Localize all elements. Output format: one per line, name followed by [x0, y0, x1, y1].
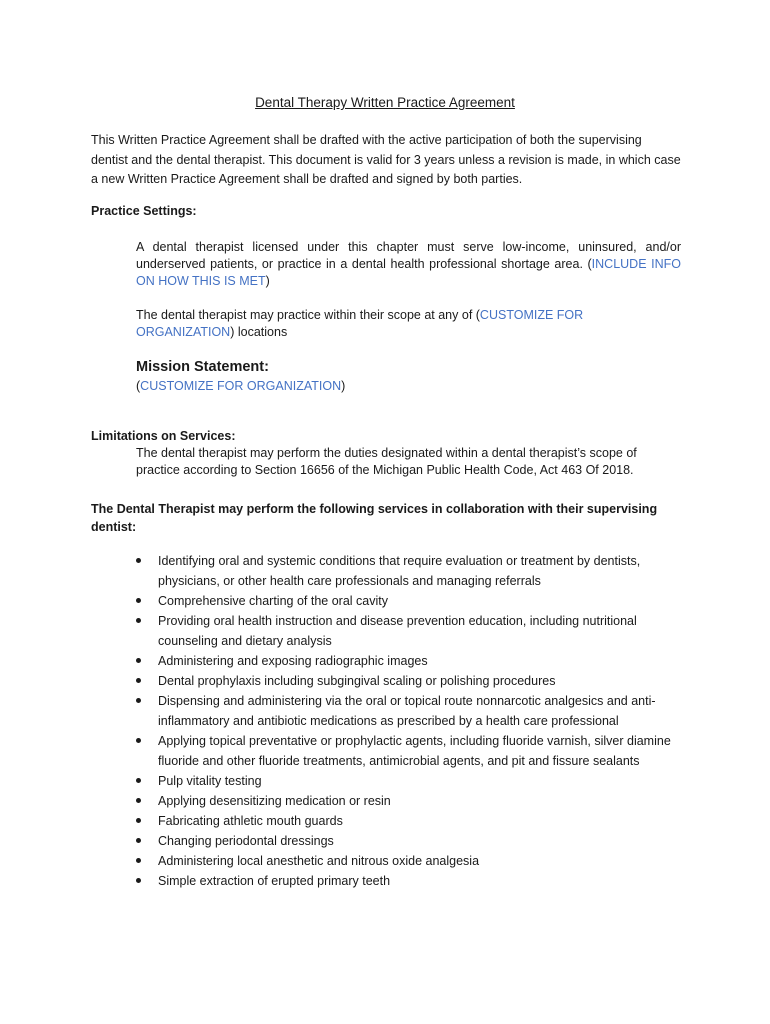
limitations-paragraph: The dental therapist may perform the duties designated within a dental therapist’s scope of practice according to Section 16656 of the Michigan Public Health Code, Act 463 Of 2018.: [136, 446, 637, 477]
practice-settings-label: Practice Settings:: [91, 204, 197, 218]
practice-settings-close-1: ): [265, 274, 270, 288]
services-heading: The Dental Therapist may perform the following services in collaboration with their supervising dentist:: [91, 502, 658, 534]
service-item: [136, 871, 681, 891]
bullet-icon: [136, 858, 141, 863]
limitations-label: Limitations on Services:: [91, 429, 236, 443]
service-item: [136, 771, 681, 791]
bullet-icon: [136, 798, 141, 803]
service-item-text: Applying desensitizing medication or resin: [158, 794, 391, 808]
practice-settings-text-2: The dental therapist may practice within their scope at any of (: [136, 308, 480, 322]
mission-open-paren: (: [136, 379, 141, 393]
service-item: [136, 591, 681, 611]
service-item-text: Administering and exposing radiographic images: [158, 654, 428, 668]
services-list: [136, 551, 681, 891]
mission-close-paren: ): [341, 379, 346, 393]
service-item-text: Dispensing and administering via the oral or topical route nonnarcotic analgesics and anti-inflammatory and antibiotic medications as prescribed by a health care professional: [158, 694, 656, 728]
bullet-icon: [136, 738, 141, 743]
bullet-icon: [136, 658, 141, 663]
service-item: [136, 731, 681, 771]
service-item-text: Applying topical preventative or prophylactic agents, including fluoride varnish, silver diamine fluoride and other fluoride treatments, antimicrobial agents, and pit and fissure sealants: [158, 734, 671, 768]
customize-organization-link-locations[interactable]: CUSTOMIZE FOR ORGANIZATION: [136, 308, 584, 339]
service-item: [136, 691, 681, 731]
service-item-text: Dental prophylaxis including subgingival scaling or polishing procedures: [158, 674, 556, 688]
bullet-icon: [136, 618, 141, 623]
service-item-text: Identifying oral and systemic conditions that require evaluation or treatment by dentists, physicians, or other health care professionals and managing referrals: [158, 554, 641, 588]
service-item-text: Changing periodontal dressings: [158, 834, 334, 848]
service-item: [136, 791, 681, 811]
include-info-link[interactable]: INCLUDE INFO ON HOW THIS IS MET: [136, 257, 681, 288]
practice-settings-paragraph-1: [136, 239, 681, 290]
service-item: [136, 851, 681, 871]
bullet-icon: [136, 598, 141, 603]
service-item: [136, 671, 681, 691]
bullet-icon: [136, 838, 141, 843]
bullet-icon: [136, 558, 141, 563]
service-item: [136, 811, 681, 831]
service-item-text: Comprehensive charting of the oral cavity: [158, 594, 388, 608]
bullet-icon: [136, 678, 141, 683]
mission-statement-body: [136, 378, 681, 395]
bullet-icon: [136, 698, 141, 703]
practice-settings-paragraph-2: [136, 307, 681, 341]
mission-statement-heading: Mission Statement:: [136, 359, 269, 375]
service-item-text: Pulp vitality testing: [158, 774, 262, 788]
bullet-icon: [136, 818, 141, 823]
service-item-text: Simple extraction of erupted primary teeth: [158, 874, 391, 888]
service-item: [136, 551, 681, 591]
service-item-text: Administering local anesthetic and nitrous oxide analgesia: [158, 854, 480, 868]
service-item: [136, 831, 681, 851]
service-item-text: Fabricating athletic mouth guards: [158, 814, 343, 828]
intro-paragraph: This Written Practice Agreement shall be drafted with the active participation of both the supervising dentist and the dental therapist. This document is valid for 3 years unless a revision is made, in which case a new Written Practice Agreement shall be drafted and signed by both parties.: [91, 133, 681, 186]
customize-organization-link-mission[interactable]: CUSTOMIZE FOR ORGANIZATION: [140, 379, 342, 393]
bullet-icon: [136, 878, 141, 883]
document-title: Dental Therapy Written Practice Agreement: [255, 95, 515, 110]
service-item: [136, 651, 681, 671]
bullet-icon: [136, 778, 141, 783]
practice-settings-text-1: A dental therapist licensed under this chapter must serve low-income, uninsured, and/or underserved patients, or practice in a dental health professional shortage area. (: [136, 240, 681, 271]
practice-settings-close-2: ) locations: [230, 325, 288, 339]
service-item: [136, 611, 681, 651]
service-item-text: Providing oral health instruction and disease prevention education, including nutritional counseling and dietary analysis: [158, 614, 637, 648]
